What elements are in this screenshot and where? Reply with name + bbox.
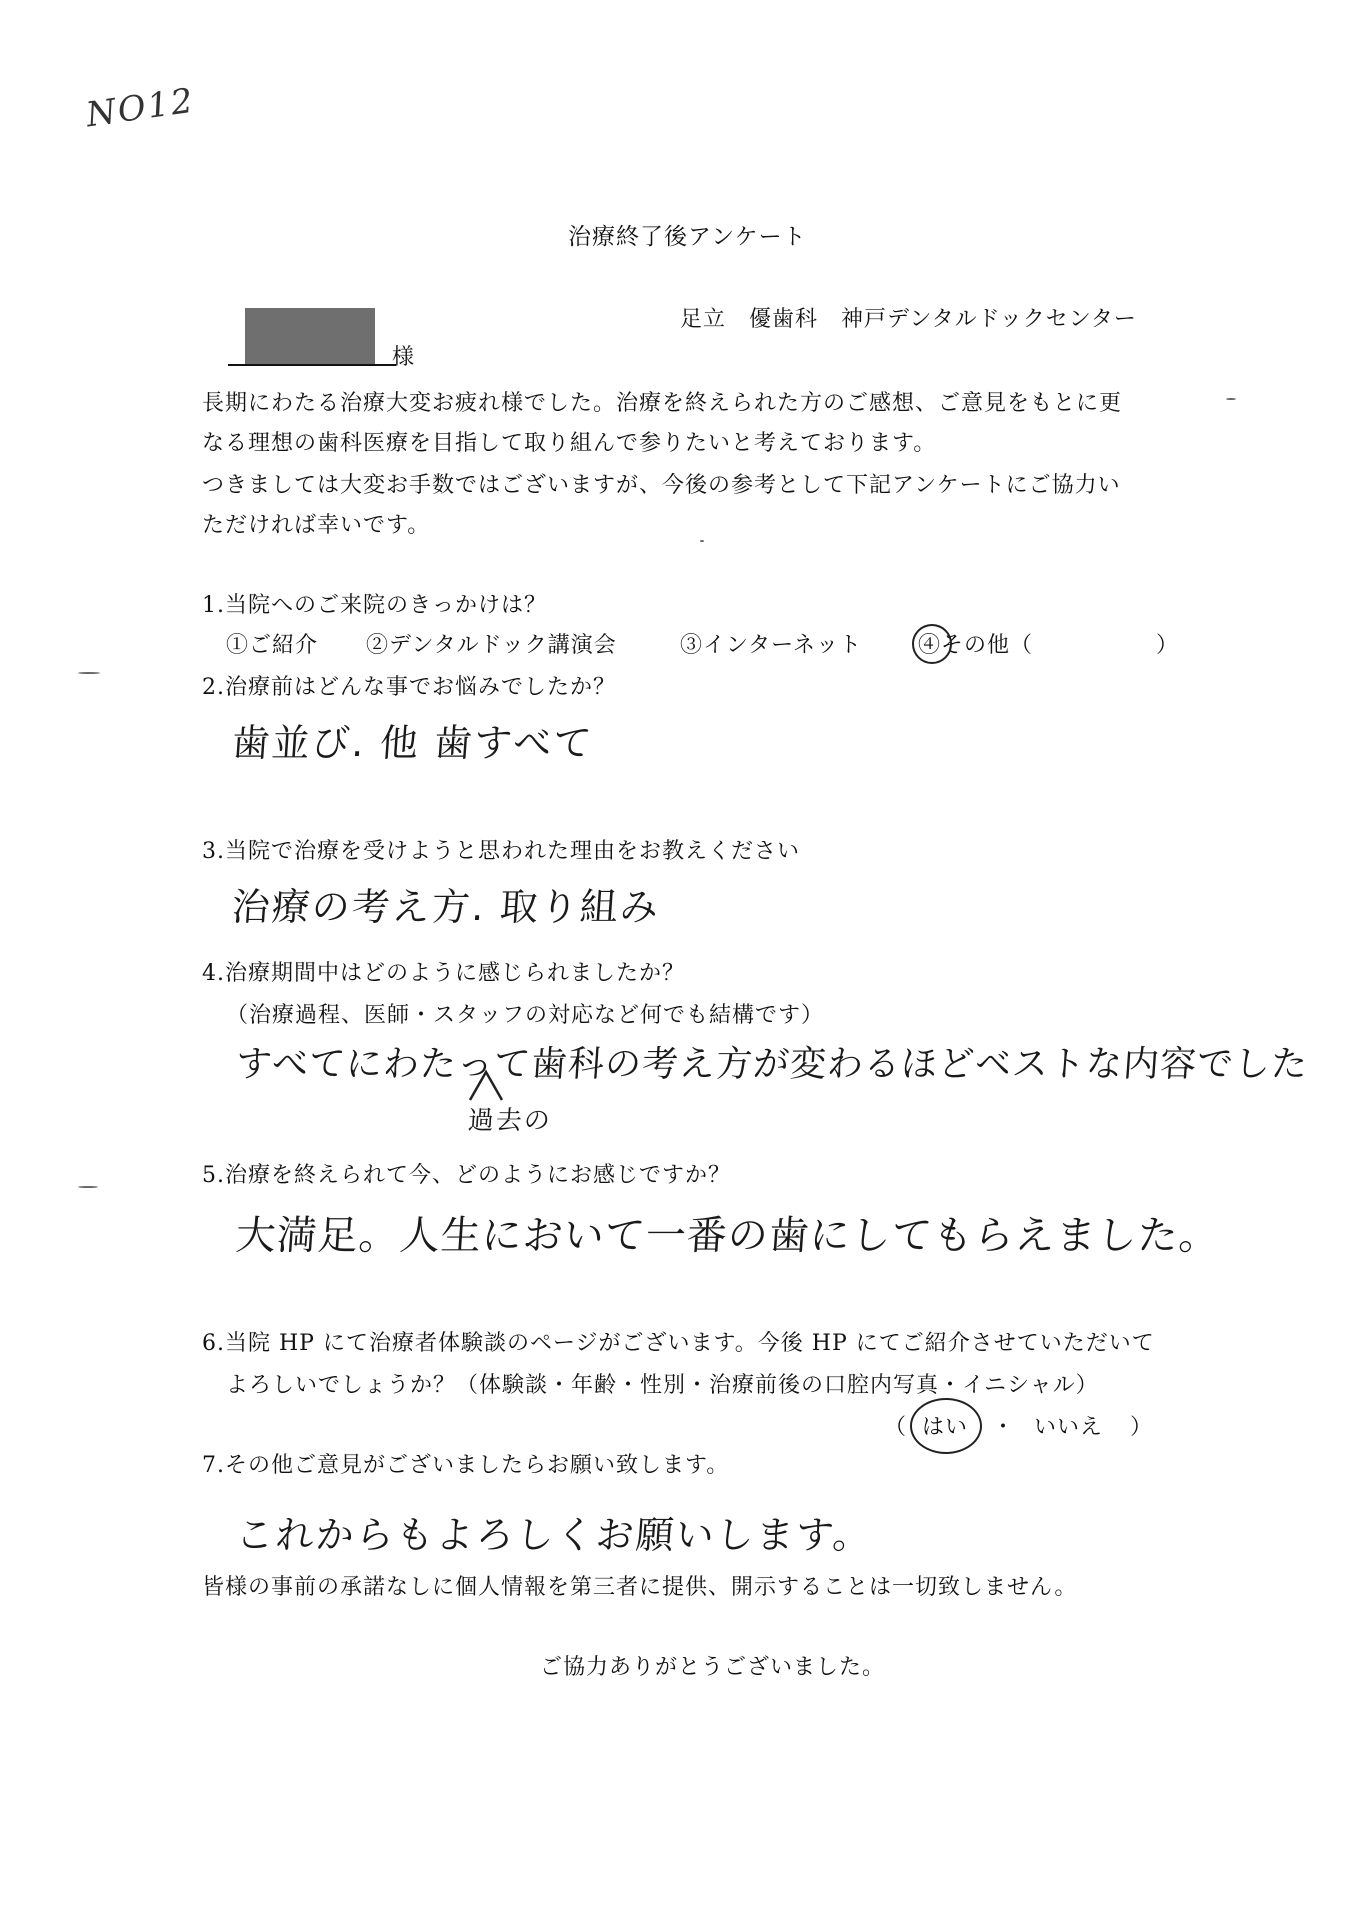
intro-line-2: なる理想の歯科医療を目指して取り組んで参りたいと考えております。 xyxy=(202,431,937,456)
q7-question: 7.その他ご意見がございましたらお願い致します。 xyxy=(202,1453,730,1478)
q5-question: 5.治療を終えられて今、どのようにお感じですか？ xyxy=(202,1163,731,1188)
q1-question: 1.当院へのご来院のきっかけは？ xyxy=(202,593,547,618)
intro-line-4: ただければ幸いです。 xyxy=(202,513,431,538)
intro-line-1: 長期にわたる治療大変お疲れ様でした。治療を終えられた方のご感想、ご意見をもとに更 xyxy=(202,391,1123,416)
thanks-message: ご協力ありがとうございました。 xyxy=(540,1655,886,1680)
q6-open-paren: （ xyxy=(884,1415,908,1440)
q1-option-lecture[interactable]: ②デンタルドック講演会 xyxy=(366,633,617,658)
q6-option-yes[interactable]: はい xyxy=(922,1415,969,1440)
q3-answer: 治療の考え方. 取り組み xyxy=(230,885,662,929)
q7-answer: これからもよろしくお願いします。 xyxy=(234,1513,875,1557)
scan-speck xyxy=(1226,398,1236,400)
q3-question: 3.当院で治療を受けようと思われた理由をお教えください xyxy=(202,839,800,864)
q4-note: （治療過程、医師・スタッフの対応など何でも結構です） xyxy=(226,1003,825,1028)
q4-question: 4.治療期間中はどのように感じられましたか？ xyxy=(202,961,685,986)
scan-speck xyxy=(78,672,100,674)
intro-line-3: つきましては大変お手数ではございますが、今後の参考として下記アンケートにご協力い xyxy=(202,473,1121,498)
q5-answer: 大満足。人生において一番の歯にしてもらえました。 xyxy=(234,1213,1222,1259)
q2-question: 2.治療前はどんな事でお悩みでしたか？ xyxy=(202,675,616,700)
q6-question-line-2: よろしいでしょうか？（体験談・年齢・性別・治療前後の口腔内写真・イニシャル） xyxy=(226,1373,1099,1398)
insertion-caret xyxy=(466,1064,506,1104)
privacy-notice: 皆様の事前の承諾なしに個人情報を第三者に提供、開示することは一切致しません。 xyxy=(202,1575,1078,1600)
clinic-name: 足立 優歯科 神戸デンタルドックセンター xyxy=(680,307,1137,332)
q2-answer: 歯並び. 他 歯すべて xyxy=(230,721,595,765)
recipient-suffix: 様 xyxy=(392,345,416,370)
q1-option-referral[interactable]: ①ご紹介 xyxy=(226,633,319,658)
redacted-name xyxy=(245,308,375,364)
q1-option-other-close: ） xyxy=(1156,633,1180,658)
q6-option-no[interactable]: いいえ xyxy=(1034,1415,1104,1440)
q6-selected-circle xyxy=(910,1398,982,1454)
survey-title: 治療終了後アンケート xyxy=(568,224,807,250)
q4-answer: すべてにわたって歯科の考え方が変わるほどベストな内容でした xyxy=(234,1044,1310,1085)
q6-close-paren: ） xyxy=(1130,1415,1154,1440)
q6-question-line-1: 6.当院 HP にて治療者体験談のページがございます。今後 HP にてご紹介させていただいて xyxy=(202,1331,1155,1356)
document-number: NO12 xyxy=(83,80,198,136)
recipient-line xyxy=(228,308,396,366)
q1-option-internet[interactable]: ③インターネット xyxy=(680,633,863,658)
q6-separator: ・ xyxy=(992,1415,1016,1440)
q1-selected-circle xyxy=(912,624,952,664)
q1-option-other[interactable]: ④その他（ xyxy=(918,633,1034,658)
q4-answer-insert: 過去の xyxy=(466,1106,553,1136)
scan-speck xyxy=(78,1186,98,1188)
scan-speck xyxy=(700,540,704,542)
